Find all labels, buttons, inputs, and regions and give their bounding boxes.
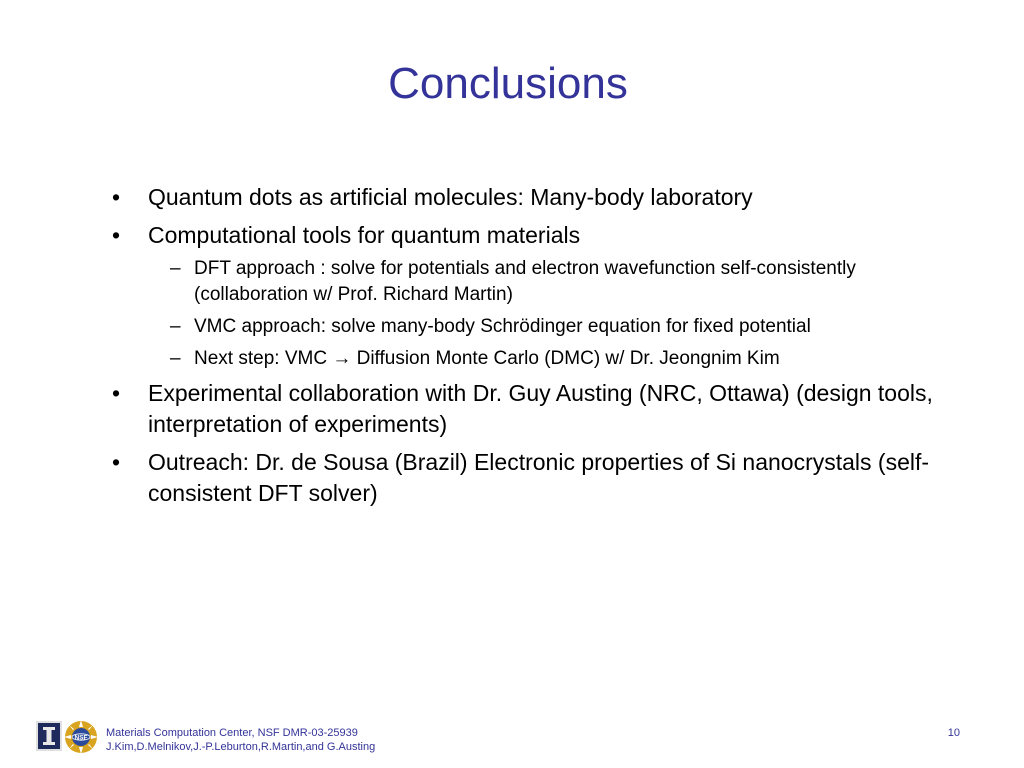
illinois-logo — [36, 721, 62, 751]
footer-line-2: J.Kim,D.Melnikov,J.-P.Leburton,R.Martin,and G.Austing — [106, 741, 376, 753]
bullet-text: Computational tools for quantum materials — [148, 222, 581, 248]
bullet-marker: • — [112, 222, 121, 248]
bullet-item — [112, 378, 972, 440]
page-number: 10 — [947, 727, 960, 739]
bullet-marker: • — [112, 380, 121, 406]
nsf-logo — [63, 719, 99, 755]
sub-bullet-text: VMC approach: solve many-body Schrödinger equation for fixed potential — [194, 316, 811, 337]
bullet-item — [112, 182, 972, 213]
slide-title: Conclusions — [388, 59, 628, 108]
bullet-item — [112, 447, 972, 509]
sub-bullet-text: Next step: VMC → Diffusion Monte Carlo (DMC) w/ Dr. Jeongnim Kim — [194, 348, 780, 369]
sub-bullet-item — [112, 314, 972, 340]
sub-bullet-marker: – — [170, 348, 181, 369]
bullet-text: Experimental collaboration with Dr. Guy Austing (NRC, Ottawa) (design tools, interpretation of experiments) — [148, 380, 933, 437]
bullet-list — [112, 182, 972, 516]
sub-bullet-marker: – — [170, 258, 181, 279]
bullet-item — [112, 220, 972, 251]
bullet-text: Quantum dots as artificial molecules: Many-body laboratory — [148, 184, 753, 210]
nsf-seal-icon — [63, 719, 99, 755]
sub-bullet-list — [112, 256, 972, 372]
svg-text:NSF: NSF — [74, 734, 88, 742]
sub-bullet-marker: – — [170, 316, 181, 337]
bullet-marker: • — [112, 449, 121, 475]
bullet-marker: • — [112, 184, 121, 210]
bullet-text: Outreach: Dr. de Sousa (Brazil) Electronic properties of Si nanocrystals (self-consistent DFT solver) — [148, 449, 930, 506]
footer-line-1: Materials Computation Center, NSF DMR-03-25939 — [106, 727, 358, 739]
sub-bullet-text: DFT approach : solve for potentials and electron wavefunction self-consistently (collaboration w/ Prof. Richard Martin) — [194, 258, 856, 305]
illinois-i-icon — [38, 723, 60, 749]
sub-bullet-item — [112, 256, 972, 308]
footer-credits — [106, 726, 375, 754]
sub-bullet-item — [112, 346, 972, 372]
